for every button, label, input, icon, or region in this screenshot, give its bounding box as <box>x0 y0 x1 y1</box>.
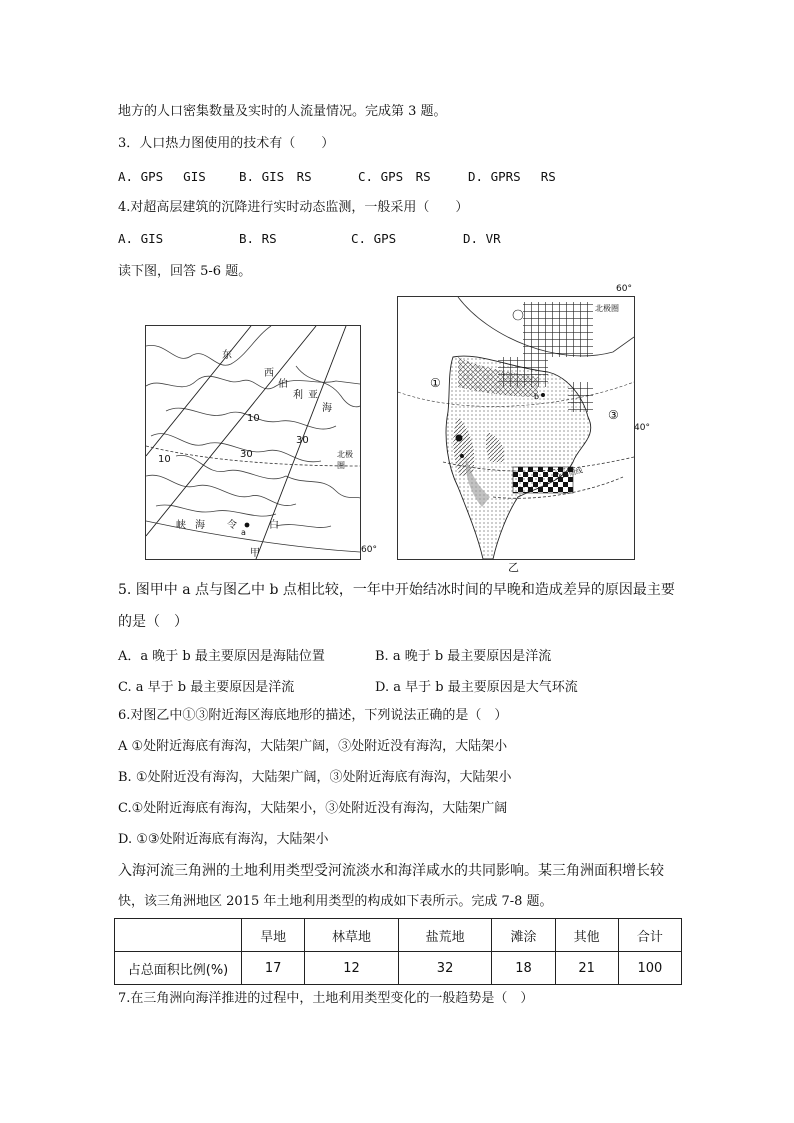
q4-option-d: D. VR <box>463 231 501 246</box>
map-yi-caption: 乙 <box>508 561 519 574</box>
q7-stem: 7.在三角洲向海洋推进的过程中，土地利用类型变化的一般趋势是（ ） <box>118 991 534 1006</box>
read-instruction: 读下图，回答 5-6 题。 <box>118 264 252 279</box>
map-yi-drawing <box>398 297 634 559</box>
q5-option-c: C. a 早于 b 最主要原因是洋流 <box>118 680 295 695</box>
q6-stem: 6.对图乙中①③附近海区海底地形的描述，下列说法正确的是（ ） <box>118 708 508 723</box>
table-cell: 18 <box>492 952 555 985</box>
q6-option-a: A ①处附近海底有海沟，大陆架广阔，③处附近没有海沟，大陆架小 <box>118 739 508 754</box>
map-jia-label-ya: 亚 <box>308 390 318 401</box>
q4-option-a: A. GIS <box>118 231 164 246</box>
map-jia-contour-10b: 10 <box>158 454 171 465</box>
map-jia-caption: 甲 <box>250 548 260 559</box>
map-jia-label-bo: 伯 <box>278 379 288 390</box>
q4-option-b: B. RS <box>239 231 277 246</box>
map-yi-lat40: 40° <box>634 423 650 433</box>
map-jia-arctic-circle: 北极圈 <box>337 450 353 470</box>
table-header-cell: 盐荒地 <box>398 919 492 952</box>
table-row-label: 占总面积比例(%) <box>115 952 242 985</box>
passage-line1: 入海河流三角洲的土地利用类型受河流淡水和海洋咸水的共同影响。某三角洲面积增长较 <box>118 863 664 879</box>
q3-option-d: D. GPRS RS <box>468 169 556 184</box>
intro-text: 地方的人口密集数量及实时的人流量情况。完成第 3 题。 <box>118 104 447 119</box>
q6-option-d: D. ①③处附近海底有海沟，大陆架小 <box>118 832 329 847</box>
q3-option-c: C. GPS RS <box>358 169 431 184</box>
q3-option-b: B. GIS RS <box>239 169 312 184</box>
map-yi-arctic-circle: 北极圈 <box>595 304 619 313</box>
map-jia <box>145 325 361 560</box>
q5-option-b: B. a 晚于 b 最主要原因是洋流 <box>375 649 552 664</box>
table-header-cell: 旱地 <box>242 919 305 952</box>
map-jia-label-hai: 海 <box>322 403 332 414</box>
map-jia-contour-10a: 10 <box>247 413 260 424</box>
q5-option-a: A．a 晚于 b 最主要原因是海陆位置 <box>118 649 325 664</box>
map-jia-point-a: a <box>241 528 246 537</box>
q5-stem-line1: 5. 图甲中 a 点与图乙中 b 点相比较，一年中开始结冰时间的早晚和造成差异的原因最主要 <box>118 582 675 598</box>
table-header-row <box>115 919 682 952</box>
map-jia-lat60: 60° <box>361 545 377 555</box>
table-cell: 21 <box>555 952 618 985</box>
map-jia-label-bai: 白 <box>269 520 279 531</box>
map-jia-label-xi: 西 <box>264 368 274 379</box>
table-header-cell: 合计 <box>618 919 681 952</box>
q6-option-b: B. ①处附近没有海沟，大陆架广阔，③处附近海底有海沟，大陆架小 <box>118 770 512 785</box>
table-header-cell: 林草地 <box>305 919 399 952</box>
map-yi <box>397 296 635 560</box>
q5-option-d: D. a 早于 b 最主要原因是大气环流 <box>375 680 578 695</box>
map-jia-contour-30b: 30 <box>296 435 309 446</box>
map-yi-lat60: 60° <box>616 284 632 294</box>
passage-line2: 快，该三角洲地区 2015 年土地利用类型的构成如下表所示。完成 7-8 题。 <box>118 894 553 909</box>
q3-option-a: A. GPS GIS <box>118 169 206 184</box>
land-use-table <box>114 918 682 985</box>
map-jia-label-ling: 令 <box>227 520 237 531</box>
map-jia-label-xia: 峡 <box>176 520 186 531</box>
table-row <box>115 952 682 985</box>
table-cell: 100 <box>618 952 681 985</box>
table-header-cell: 滩涂 <box>492 919 555 952</box>
map-jia-label-dong: 东 <box>222 350 232 361</box>
table-cell: 32 <box>398 952 492 985</box>
q5-stem-line2: 的是（ ） <box>118 614 188 630</box>
map-yi-marker-3: ③ <box>608 408 619 422</box>
map-yi-tropic-of-cancer: 北回归线 <box>554 466 584 482</box>
table-cell: 17 <box>242 952 305 985</box>
q4-option-c: C. GPS <box>351 231 397 246</box>
map-yi-point-b: b <box>534 392 540 401</box>
table-cell: 12 <box>305 952 399 985</box>
map-yi-marker-1: ① <box>430 376 441 390</box>
q3-stem: 3．人口热力图使用的技术有（ ） <box>118 136 335 151</box>
q6-option-c: C.①处附近海底有海沟，大陆架小，③处附近没有海沟，大陆架广阔 <box>118 801 508 816</box>
table-header-cell <box>115 919 242 952</box>
map-jia-label-li: 利 <box>293 390 303 401</box>
map-jia-contour-30a: 30 <box>240 449 253 460</box>
table-header-cell: 其他 <box>555 919 618 952</box>
map-jia-label-hai2: 海 <box>195 520 205 531</box>
q4-stem: 4.对超高层建筑的沉降进行实时动态监测，一般采用（ ） <box>118 200 469 215</box>
